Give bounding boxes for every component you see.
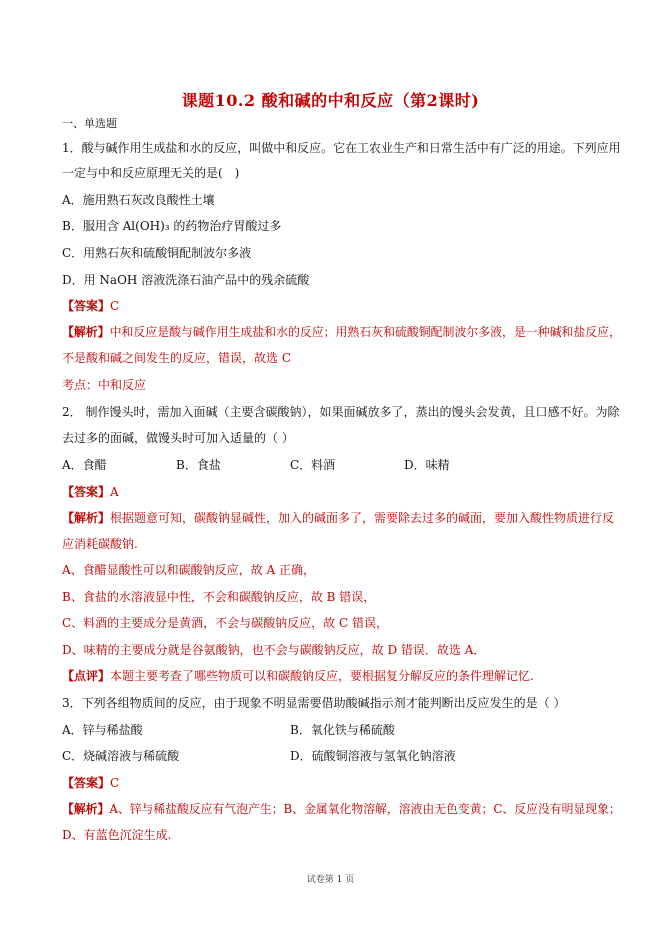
bracket-label: 【答案】 [62, 776, 111, 790]
q2-analysis-line1 [62, 510, 614, 526]
label-text: C [110, 299, 120, 313]
q3-option-d: D．硫酸铜溶液与氢氧化钠溶液 [290, 749, 456, 763]
q3-answer [62, 775, 119, 791]
label-text: A [110, 485, 119, 499]
q1-kaodian: 考点：中和反应 [62, 378, 147, 392]
bracket-label: 【解析】 [62, 802, 110, 816]
q1-option-b: B．服用含 Al(OH)₃ 的药物治疗胃酸过多 [62, 219, 282, 233]
q1-option-a: A．施用熟石灰改良酸性土壤 [62, 193, 215, 207]
q3-analysis-line2: D、有蓝色沉淀生成. [62, 828, 172, 842]
q3-option-b: B．氧化铁与稀硫酸 [290, 723, 395, 737]
q2-answer [62, 484, 119, 500]
q3-option-a: A．锌与稀盐酸 [62, 723, 143, 737]
q2-detail-c: C、料酒的主要成分是黄酒，不会与碳酸钠反应，故 C 错误， [62, 616, 388, 630]
q1-stem-line1: 1．酸与碱作用生成盐和水的反应，叫做中和反应。它在工农业生产和日常生活中有广泛的用途。下列应用 [62, 141, 621, 155]
q3-option-c: C．烧碱溶液与稀硫酸 [62, 749, 180, 763]
label-text: C [110, 776, 120, 790]
q2-option-b: B．食盐 [176, 458, 221, 472]
bracket-label: 【答案】 [62, 485, 111, 499]
label-text: 本题主要考查了哪些物质可以和碳酸钠反应，要根据复分解反应的条件理解记忆. [110, 669, 534, 683]
q2-option-a: A．食醋 [62, 458, 107, 472]
bracket-label: 【解析】 [62, 325, 110, 339]
q1-stem-line2: 一定与中和反应原理无关的是( ) [62, 166, 240, 180]
q2-option-d: D．味精 [404, 458, 450, 472]
q1-answer [62, 298, 119, 314]
q2-analysis-line2: 应消耗碳酸钠. [62, 537, 138, 551]
q2-detail-a: A、食醋显酸性可以和碳酸钠反应，故 A 正确， [62, 563, 315, 577]
q2-option-c: C．料酒 [290, 458, 336, 472]
q2-stem-line1: 2． 制作馒头时，需加入面碱（主要含碳酸钠），如果面碱放多了，蒸出的馒头会发黄，且口感不好。为除 [62, 405, 620, 419]
q1-option-d: D．用 NaOH 溶液洗涤石油产品中的残余硫酸 [62, 273, 310, 287]
page-footer [0, 872, 661, 885]
bracket-label: 【解析】 [62, 511, 111, 525]
section-heading: 一、单选题 [62, 117, 117, 130]
q1-option-c: C．用熟石灰和硫酸铜配制波尔多液 [62, 246, 252, 260]
page-number-label: 试卷第 1 页 [306, 875, 355, 885]
q3-analysis-line1 [62, 801, 621, 817]
q2-comment [62, 668, 534, 684]
q2-detail-d: D、味精的主要成分就是谷氨酸钠，也不会与碳酸钠反应，故 D 错误．故选 A． [62, 643, 486, 657]
q3-stem: 3．下列各组物质间的反应，由于现象不明显需要借助酸碱指示剂才能判断出反应发生的是（ ） [62, 696, 566, 710]
bracket-label: 【点评】 [62, 669, 111, 683]
q1-analysis-line1 [62, 324, 621, 340]
q2-detail-b: B、食盐的水溶液显中性，不会和碳酸钠反应，故 B 错误， [62, 590, 376, 604]
bracket-label: 【答案】 [62, 299, 111, 313]
label-text: A、锌与稀盐酸反应有气泡产生；B、金属氧化物溶解，溶液由无色变黄；C、反应没有明显现象； [109, 802, 621, 816]
label-text: 中和反应是酸与碱作用生成盐和水的反应；用熟石灰和硫酸铜配制波尔多液，是一种碱和盐反应， [109, 325, 621, 339]
page-title: 课题10.2 酸和碱的中和反应（第2课时) [181, 91, 480, 110]
label-text: 根据题意可知，碳酸钠显碱性，加入的碱面多了，需要除去过多的碱面，要加入酸性物质进行反 [110, 511, 615, 525]
q1-analysis-line2: 不是酸和碱之间发生的反应，错误，故选 C [62, 351, 291, 365]
q2-stem-line2: 去过多的面碱，做馒头时可加入适量的（ ） [62, 431, 294, 445]
